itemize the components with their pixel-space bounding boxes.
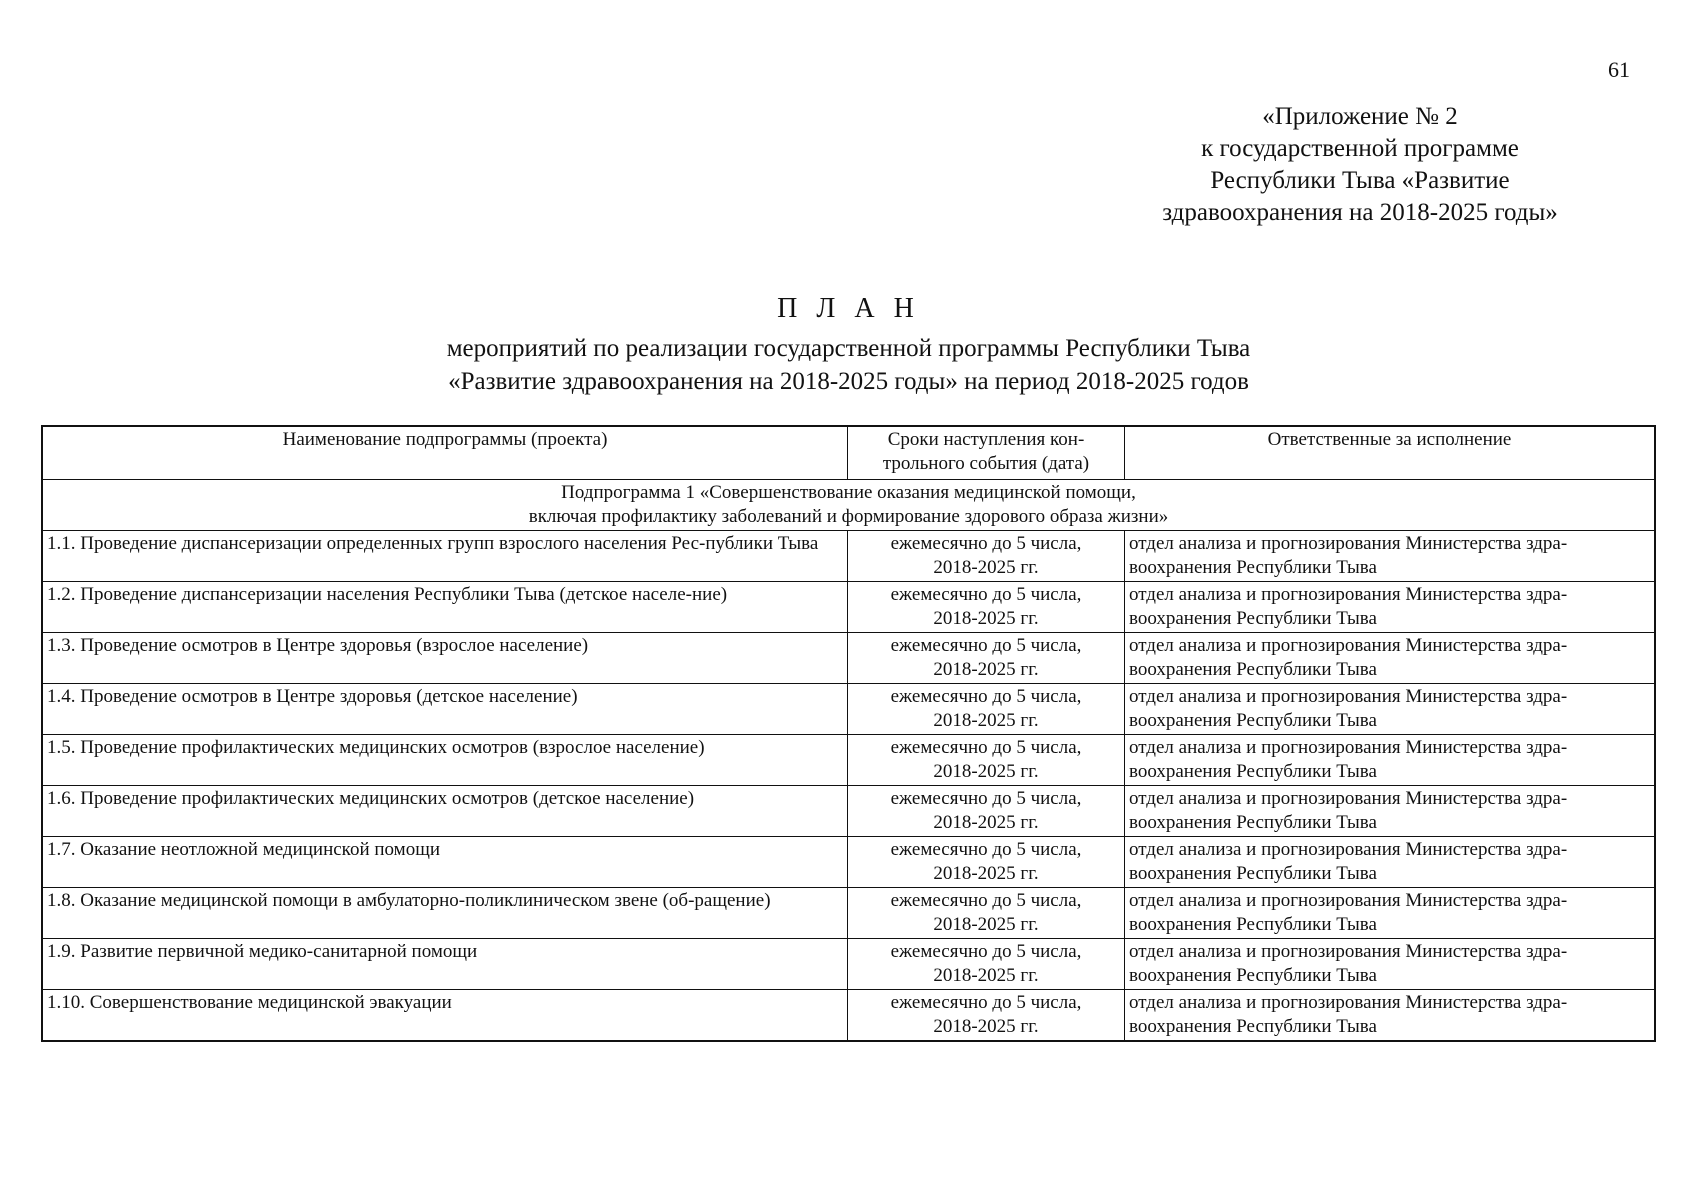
- page-number: 61: [1608, 57, 1630, 82]
- activity-name: 1.1. Проведение диспансеризации определенных групп взрослого населения Рес-публики Тыва: [42, 531, 848, 582]
- table-row: [42, 888, 1655, 939]
- deadline-line: ежемесячно до 5 числа,: [890, 737, 1082, 758]
- table-row: [42, 684, 1655, 735]
- deadline: [848, 786, 1125, 837]
- table-row: [42, 939, 1655, 990]
- deadline-line: ежемесячно до 5 числа,: [890, 941, 1082, 962]
- deadline-line: ежемесячно до 5 числа,: [890, 992, 1082, 1013]
- deadline-line: ежемесячно до 5 числа,: [890, 788, 1082, 809]
- appendix-line: к государственной программе: [1201, 135, 1519, 162]
- deadline-line: 2018-2025 гг.: [933, 761, 1039, 782]
- deadline-line: ежемесячно до 5 числа,: [890, 890, 1082, 911]
- responsible: отдел анализа и прогнозирования Министерства здра-воохранения Республики Тыва: [1125, 684, 1656, 735]
- deadline-line: 2018-2025 гг.: [933, 812, 1039, 833]
- table-row: [42, 837, 1655, 888]
- responsible: отдел анализа и прогнозирования Министерства здра-воохранения Республики Тыва: [1125, 582, 1656, 633]
- table-row: [42, 786, 1655, 837]
- appendix-line: Республики Тыва «Развитие: [1210, 167, 1510, 194]
- deadline: [848, 735, 1125, 786]
- deadline-line: 2018-2025 гг.: [933, 659, 1039, 680]
- deadline-line: ежемесячно до 5 числа,: [890, 686, 1082, 707]
- deadline-line: ежемесячно до 5 числа,: [890, 839, 1082, 860]
- responsible: отдел анализа и прогнозирования Министерства здра-воохранения Республики Тыва: [1125, 990, 1656, 1042]
- header-responsible: Ответственные за исполнение: [1125, 426, 1656, 480]
- deadline: [848, 582, 1125, 633]
- deadline: [848, 888, 1125, 939]
- deadline-line: 2018-2025 гг.: [933, 914, 1039, 935]
- table-header-row: [42, 426, 1655, 480]
- responsible: отдел анализа и прогнозирования Министерства здра-воохранения Республики Тыва: [1125, 531, 1656, 582]
- deadline: [848, 633, 1125, 684]
- plan-heading: П Л А Н: [777, 293, 920, 324]
- activity-name: 1.10. Совершенствование медицинской эвакуации: [42, 990, 848, 1042]
- appendix-line: «Приложение № 2: [1262, 103, 1458, 130]
- subprogram-row: [42, 480, 1655, 531]
- subprogram-title-line: Подпрограмма 1 «Совершенствование оказания медицинской помощи,: [561, 482, 1136, 503]
- deadline-line: ежемесячно до 5 числа,: [890, 635, 1082, 656]
- deadline-line: 2018-2025 гг.: [933, 557, 1039, 578]
- deadline: [848, 837, 1125, 888]
- responsible: отдел анализа и прогнозирования Министерства здра-воохранения Республики Тыва: [1125, 837, 1656, 888]
- activity-name: 1.4. Проведение осмотров в Центре здоровья (детское население): [42, 684, 848, 735]
- deadline-line: 2018-2025 гг.: [933, 863, 1039, 884]
- deadline-line: ежемесячно до 5 числа,: [890, 533, 1082, 554]
- header-name: Наименование подпрограммы (проекта): [42, 426, 848, 480]
- deadline-line: 2018-2025 гг.: [933, 710, 1039, 731]
- header-date: Сроки наступления кон-трольного события (дата): [848, 426, 1125, 480]
- table-row: [42, 582, 1655, 633]
- activity-name: 1.9. Развитие первичной медико-санитарной помощи: [42, 939, 848, 990]
- plan-subtitle-line: «Развитие здравоохранения на 2018-2025 годы» на период 2018-2025 годов: [448, 368, 1249, 395]
- activity-name: 1.7. Оказание неотложной медицинской помощи: [42, 837, 848, 888]
- subprogram-title: [42, 480, 1655, 531]
- subprogram-title-line: включая профилактику заболеваний и формирование здорового образа жизни»: [528, 506, 1169, 527]
- table-row: [42, 735, 1655, 786]
- responsible: отдел анализа и прогнозирования Министерства здра-воохранения Республики Тыва: [1125, 939, 1656, 990]
- table-row: [42, 531, 1655, 582]
- responsible: отдел анализа и прогнозирования Министерства здра-воохранения Республики Тыва: [1125, 786, 1656, 837]
- appendix-line: здравоохранения на 2018-2025 годы»: [1162, 199, 1558, 226]
- plan-subtitle: [0, 332, 1697, 398]
- deadline: [848, 684, 1125, 735]
- activity-name: 1.3. Проведение осмотров в Центре здоровья (взрослое население): [42, 633, 848, 684]
- deadline-line: 2018-2025 гг.: [933, 1016, 1039, 1037]
- deadline-line: 2018-2025 гг.: [933, 608, 1039, 629]
- deadline: [848, 990, 1125, 1042]
- activity-name: 1.5. Проведение профилактических медицинских осмотров (взрослое население): [42, 735, 848, 786]
- plan-subtitle-line: мероприятий по реализации государственной программы Республики Тыва: [446, 335, 1251, 362]
- activity-name: 1.8. Оказание медицинской помощи в амбулаторно-поликлиническом звене (об-ращение): [42, 888, 848, 939]
- deadline: [848, 531, 1125, 582]
- table-row: [42, 633, 1655, 684]
- deadline: [848, 939, 1125, 990]
- responsible: отдел анализа и прогнозирования Министерства здра-воохранения Республики Тыва: [1125, 735, 1656, 786]
- activity-name: 1.2. Проведение диспансеризации населения Республики Тыва (детское населе-ние): [42, 582, 848, 633]
- deadline-line: ежемесячно до 5 числа,: [890, 584, 1082, 605]
- appendix-note: [1120, 101, 1600, 229]
- responsible: отдел анализа и прогнозирования Министерства здра-воохранения Республики Тыва: [1125, 633, 1656, 684]
- responsible: отдел анализа и прогнозирования Министерства здра-воохранения Республики Тыва: [1125, 888, 1656, 939]
- deadline-line: 2018-2025 гг.: [933, 965, 1039, 986]
- table-row: [42, 990, 1655, 1042]
- plan-table: [41, 425, 1656, 1042]
- activity-name: 1.6. Проведение профилактических медицинских осмотров (детское население): [42, 786, 848, 837]
